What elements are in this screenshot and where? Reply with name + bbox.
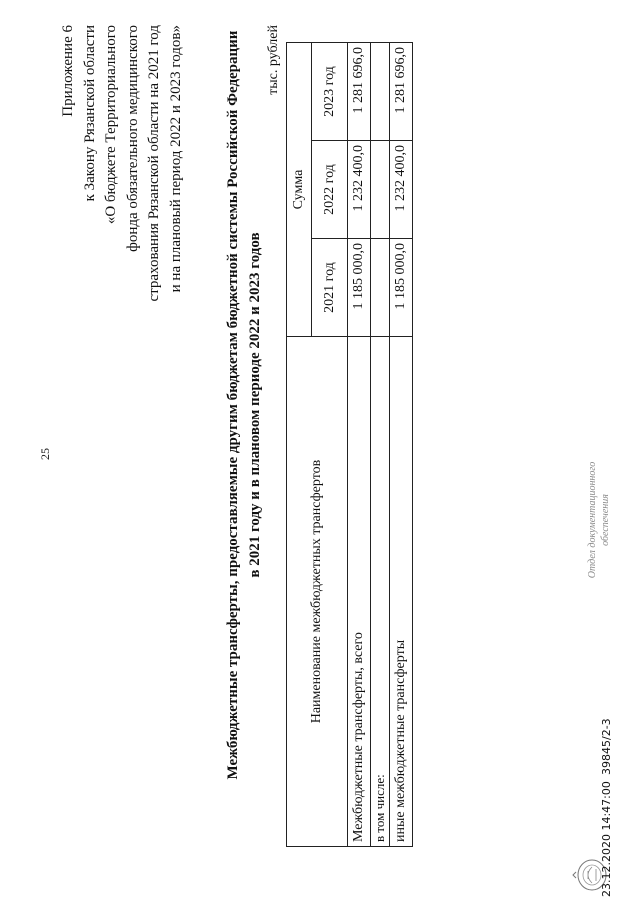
document-title (222, 0, 266, 845)
department-stamp (586, 455, 612, 585)
footer-document-id: 39845/2-3 (600, 718, 613, 775)
title-line: Межбюджетные трансферты, предоставляемые другим бюджетам бюджетной системы Российской Федерации (225, 30, 241, 780)
header-name-cell: Наименование межбюджетных трансфертов (287, 337, 348, 847)
appendix-header (58, 25, 188, 325)
row-value (371, 43, 390, 141)
row-label: в том числе: (371, 337, 390, 847)
appendix-line: «О бюджете Территориального (103, 25, 120, 225)
transfers-table (286, 42, 413, 847)
row-value (371, 239, 390, 337)
stamp-line: Отдел документационного (587, 461, 598, 579)
row-value: 1 281 696,0 (390, 43, 413, 141)
row-value: 1 232 400,0 (390, 141, 413, 239)
header-year-cell: 2022 год (312, 141, 348, 239)
appendix-line: фонда обязательного медицинского (124, 25, 141, 252)
table-row (348, 43, 371, 847)
row-label: Межбюджетные трансферты, всего (348, 337, 371, 847)
title-line: в 2021 году и в плановом периоде 2022 и 2023 годов (247, 232, 263, 578)
row-value: 1 232 400,0 (348, 141, 371, 239)
row-label: иные межбюджетные трансферты (390, 337, 413, 847)
units-label: тыс. рублей (266, 25, 281, 95)
header-year-cell: 2023 год (312, 43, 348, 141)
header-sum-cell: Сумма (287, 43, 312, 337)
row-value: 1 185 000,0 (348, 239, 371, 337)
page-number: 25 (38, 448, 52, 460)
appendix-line: страхования Рязанской области на 2021 год (146, 25, 163, 302)
table-row (390, 43, 413, 847)
appendix-line: к Закону Рязанской области (81, 25, 98, 202)
appendix-line: Приложение 6 (60, 25, 76, 117)
row-value (371, 141, 390, 239)
row-value: 1 185 000,0 (390, 239, 413, 337)
row-value: 1 281 696,0 (348, 43, 371, 141)
table-row (371, 43, 390, 847)
header-year-cell: 2021 год (312, 239, 348, 337)
stamp-line: обеспечения (600, 494, 611, 546)
appendix-line: и на плановый период 2022 и 2023 годов» (167, 25, 184, 293)
footer-date: 23.12.2020 14:47:00 (600, 781, 613, 897)
